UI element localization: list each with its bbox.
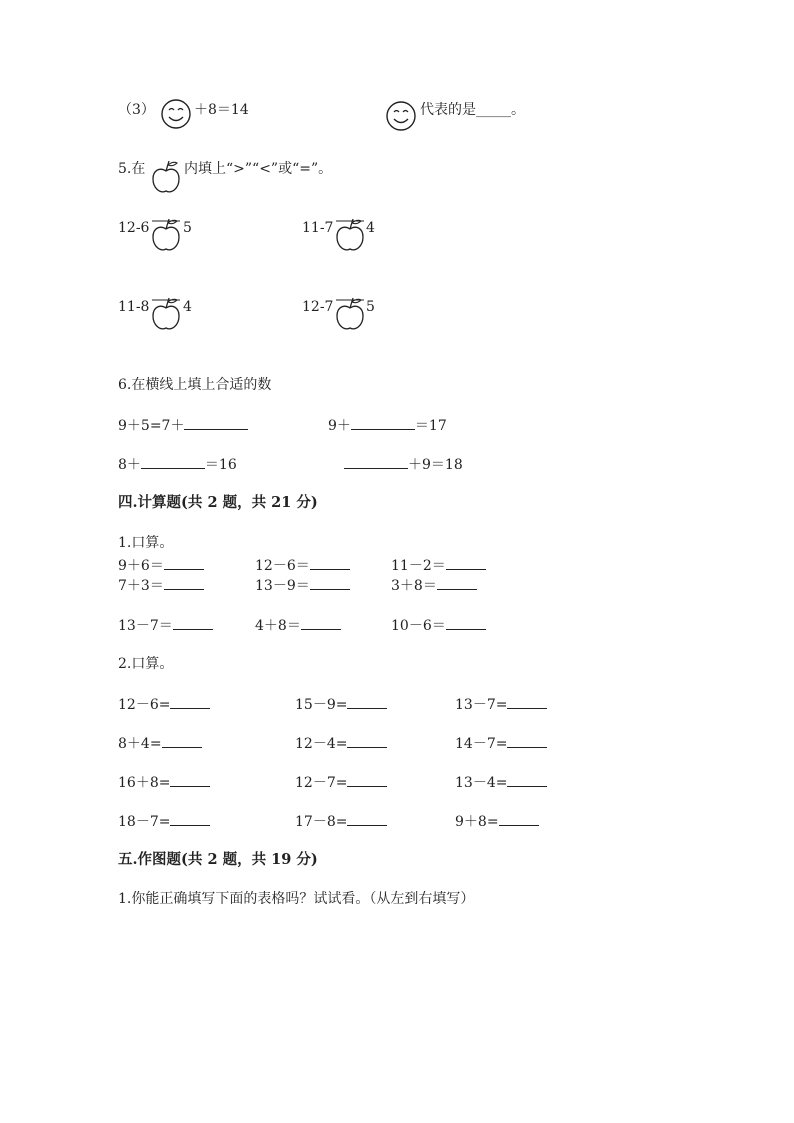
oral-calc-item: 9＋6＝ bbox=[118, 556, 204, 575]
s6-title: 6.在横线上填上合适的数 bbox=[118, 377, 272, 393]
s6-item: ＋9＝18 bbox=[344, 455, 463, 474]
s6-item: 8＋ ＝16 bbox=[118, 457, 237, 473]
q51-title: 1.你能正确填写下面的表格吗？试试看。（从左到右填写） bbox=[118, 891, 475, 907]
answer-blank[interactable] bbox=[499, 812, 539, 826]
apple-icon bbox=[150, 158, 182, 196]
oral-calc-item: 4＋8＝ bbox=[255, 616, 341, 635]
answer-blank[interactable] bbox=[351, 416, 415, 430]
oral-calc-item: 17－8= bbox=[295, 812, 387, 831]
answer-blank[interactable] bbox=[347, 695, 387, 709]
answer-blank[interactable] bbox=[170, 773, 210, 787]
answer-blank[interactable] bbox=[164, 576, 204, 590]
q42-title: 2.口算。 bbox=[118, 656, 174, 672]
answer-blank[interactable] bbox=[310, 576, 350, 590]
smiley-icon bbox=[160, 98, 192, 130]
oral-calc-item: 13－9＝ bbox=[255, 576, 350, 595]
s5-item-right: 5 bbox=[366, 299, 375, 315]
answer-blank[interactable] bbox=[507, 773, 547, 787]
s5-item-left: 11-7 bbox=[302, 220, 334, 236]
q3-question: 代表的是_____。 bbox=[420, 102, 525, 118]
answer-blank[interactable] bbox=[446, 556, 486, 570]
answer-blank[interactable] bbox=[310, 556, 350, 570]
apple-icon[interactable] bbox=[150, 293, 182, 333]
apple-icon[interactable] bbox=[150, 214, 182, 254]
oral-calc-item: 8＋4= bbox=[118, 734, 202, 753]
answer-blank[interactable] bbox=[347, 734, 387, 748]
s5-item-right: 5 bbox=[183, 220, 192, 236]
answer-blank[interactable] bbox=[437, 576, 477, 590]
oral-calc-item: 12－6= bbox=[118, 695, 210, 714]
s6-item: 9＋5=7＋ bbox=[118, 416, 248, 435]
q41-title: 1.口算。 bbox=[118, 535, 174, 551]
apple-icon[interactable] bbox=[334, 214, 366, 254]
oral-calc-item: 11－2＝ bbox=[391, 556, 486, 575]
oral-calc-item: 18－7= bbox=[118, 812, 210, 831]
answer-blank[interactable] bbox=[141, 455, 205, 469]
answer-blank[interactable] bbox=[173, 616, 213, 630]
s5-item-left: 11-8 bbox=[118, 299, 150, 315]
s5-item-left: 12-7 bbox=[302, 299, 334, 315]
s5-item-right: 4 bbox=[366, 220, 375, 236]
s5-item-right: 4 bbox=[183, 299, 192, 315]
section-5-heading: 五.作图题(共 2 题，共 19 分) bbox=[118, 851, 318, 868]
answer-blank[interactable] bbox=[347, 773, 387, 787]
oral-calc-item: 9＋8= bbox=[455, 812, 539, 831]
oral-calc-item: 12－7= bbox=[295, 773, 387, 792]
oral-calc-item: 7＋3＝ bbox=[118, 576, 204, 595]
oral-calc-item: 14－7= bbox=[455, 734, 547, 753]
answer-blank[interactable] bbox=[184, 416, 248, 430]
answer-blank[interactable] bbox=[507, 695, 547, 709]
oral-calc-item: 15－9= bbox=[295, 695, 387, 714]
answer-blank[interactable] bbox=[162, 734, 202, 748]
answer-blank[interactable] bbox=[301, 616, 341, 630]
s5-title-before: 5.在 bbox=[118, 161, 146, 177]
oral-calc-item: 13－7＝ bbox=[118, 616, 213, 635]
answer-blank[interactable] bbox=[170, 812, 210, 826]
apple-icon[interactable] bbox=[334, 293, 366, 333]
answer-blank[interactable] bbox=[170, 695, 210, 709]
answer-blank[interactable] bbox=[347, 812, 387, 826]
s6-item: 9＋ ＝17 bbox=[328, 418, 447, 434]
smiley-icon bbox=[385, 100, 417, 132]
q3-number: （3） bbox=[118, 102, 155, 118]
oral-calc-item: 3＋8＝ bbox=[391, 576, 477, 595]
section-4-heading: 四.计算题(共 2 题，共 21 分) bbox=[118, 494, 318, 511]
s5-item-left: 12-6 bbox=[118, 220, 150, 236]
oral-calc-item: 13－4= bbox=[455, 773, 547, 792]
oral-calc-item: 13－7= bbox=[455, 695, 547, 714]
answer-blank[interactable] bbox=[446, 616, 486, 630]
oral-calc-item: 16＋8= bbox=[118, 773, 210, 792]
answer-blank[interactable] bbox=[507, 734, 547, 748]
oral-calc-item: 12－6＝ bbox=[255, 556, 350, 575]
q3-expression: ＋8＝14 bbox=[194, 102, 249, 118]
answer-blank[interactable] bbox=[344, 455, 408, 469]
oral-calc-item: 12－4= bbox=[295, 734, 387, 753]
oral-calc-item: 10－6＝ bbox=[391, 616, 486, 635]
answer-blank[interactable] bbox=[164, 556, 204, 570]
s5-title-after: 内填上“>”“<”或“=”。 bbox=[184, 161, 333, 177]
